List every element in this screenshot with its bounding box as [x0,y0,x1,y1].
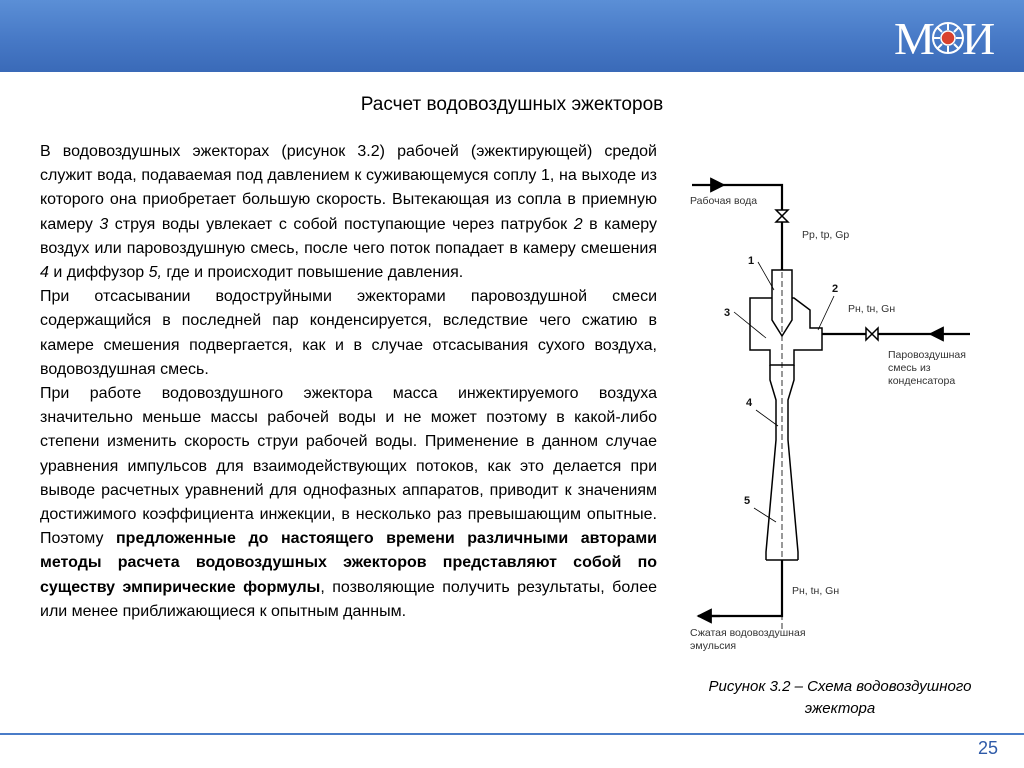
mixing-chamber-4-right [788,365,798,560]
p3-text-1: При работе водовоздушного эжектора масса инжектируемого воздуха значительно меньше массы рабочей воды и не может поэтому в какой-либо степени изменить скорость струи рабочей воды. Применение в данном случае уравнения импульсов для взаимодействующих потоков, как это делается при выводе расчетных уравнений для однофазных аппаратов, приводит к значениям достижимого коэффициента инжекции, в несколько раз превышающим опытные. Поэтому [40,385,657,548]
ejector-diagram [670,160,1010,652]
paragraph-3 [40,382,657,624]
leader-2 [818,296,834,330]
outlet-pipe [710,560,782,616]
figure-caption [670,676,1010,720]
label-outlet-params: Pн, tн, Gн [792,585,840,597]
paragraph-2: При отсасывании водоструйными эжекторами паровоздушной смеси содержащийся в последней пар конденсируется, вследствие чего сжатию в камере смешения подвергается, как и в случае отсасывания сухого воздуха, водовоздушная смесь. [40,288,657,378]
p3-bold-text: предложенные до настоящего времени различными авторами методы расчета водовоздушных эжекторов представляют собой по существу эмпирические формулы [40,530,658,596]
p1-text-2: струя воды увлекает с собой поступающие через патрубок [108,215,574,233]
p1-num-4: 4 [40,264,49,282]
label-working-params: Pp, tp, Gp [802,229,850,241]
leader-4 [756,410,778,426]
slide-title: Расчет водовоздушных эжекторов [360,94,664,115]
p1-num-5: 5, [148,264,162,282]
p1-text-1: В водовоздушных эжекторах (рисунок 3.2) рабочей (эжектирующей) средой служит вода, подаваемая под давлением к суживающемуся соплу 1, на выходе из которого она приобретает большую скорость. Вытекающая из сопла в приемную камеру [40,143,657,233]
leader-5 [754,508,776,522]
callout-2: 2 [832,283,839,295]
label-steam-mix-3: конденсатора [888,375,956,387]
callout-3: 3 [724,307,731,319]
p1-num-3: 3 [99,215,109,233]
callout-4: 4 [746,397,753,409]
footer-divider [0,733,1024,735]
label-compressed-2: эмульсия [690,640,737,652]
p1-text-4: и диффузор [48,264,149,282]
caption-line-2: эжектора [804,700,876,717]
side-inlet-valve-icon [866,328,878,340]
logo-letter-m: М [894,13,934,64]
body-text [40,140,657,624]
p1-text-5: где и происходит повышение давления. [161,264,464,282]
logo-letter-i: И [962,13,995,64]
caption-line-1: Рисунок 3.2 – Схема водовоздушного [708,678,972,695]
inlet-valve-icon [776,210,788,222]
header-bar [0,0,1024,72]
callout-5: 5 [744,495,751,507]
label-working-water: Рабочая вода [690,195,758,207]
label-steam-mix-2: смесь из [888,362,931,374]
p1-num-2: 2 [573,215,583,233]
label-compressed-1: Сжатая водовоздушная [690,627,806,639]
label-injected-params: Pн, tн, Gн [848,303,896,315]
p3-text-2: , позволяющие получить результаты, более или менее приближающиеся к опытным данным. [40,578,657,620]
paragraph-1 [40,140,657,285]
mei-logo [894,14,1006,64]
page-number: 25 [977,738,998,758]
callout-1: 1 [748,255,755,267]
p1-text-3: в камеру воздух или паровоздушную смесь, после чего поток попадает в камеру смешения [40,215,658,257]
mixing-chamber-4-left [766,365,776,560]
sun-emblem-icon [930,20,966,56]
label-steam-mix-1: Паровоздушная [888,349,966,361]
